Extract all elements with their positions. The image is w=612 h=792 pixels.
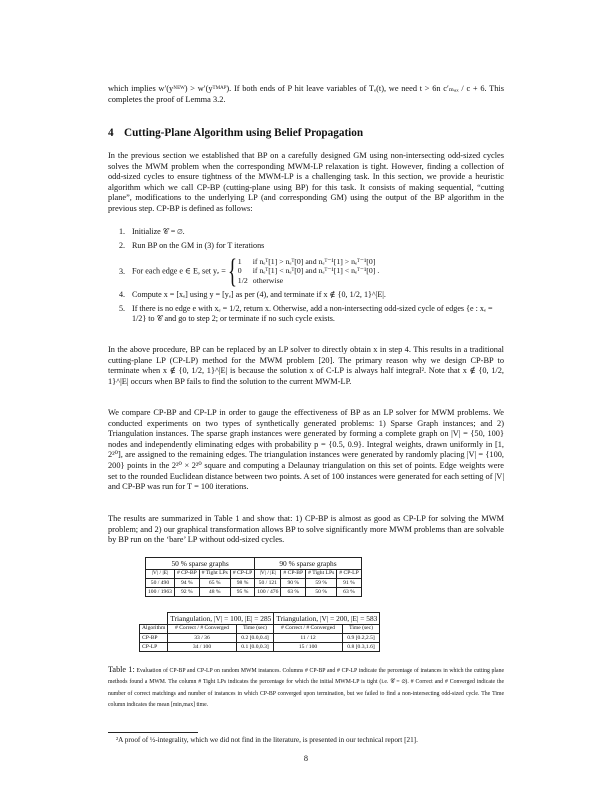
paragraph-experiments: We compare CP-BP and CP-LP in order to gauge the effectiveness of BP as an LP solver for MWM problems. We conducted experiments on two types of synthetically generated problems: 1) Sparse Graph instances; and 2) Triangulation instances. The sparse graph instances were generated by forming a complete graph on |V| = {50, 100} nodes and independently eliminating edges with probability p = {0.5, 0.9}. Integral weights, drawn uniformly in [1, 2²⁰], are assigned to the remaining edges. The triangulation instances were generated by randomly placing |V| = {100, 200} points in the 2²⁰ × 2²⁰ square and computing a Delaunay triangulation on this set of points. Edge weights were set to the rounded Euclidean distance between two points. A set of 100 instances were generated for each setting of |V| and CP-BP was run for T = 100 iterations. bbox=[108, 408, 504, 492]
table-row: CP-LP 34 / 100 0.1 [0.0,0.3] 15 / 100 0.8 [0.3,1.6] bbox=[140, 642, 380, 651]
table-row: 100 / 1963 92 % 48 % 95 % 100 / 476 63 % 50 % 63 % bbox=[146, 587, 362, 596]
results-table-sparse bbox=[145, 557, 362, 597]
intro-text: which implies w′(yᴺᴱᵂ) > w′(yᵀᴹᴬᴾ). If both ends of P hit leave variables of Tₑ(t), we need t > 6n c′ₘₐₓ / c + 6. This completes the proof of Lemma 3.2. bbox=[108, 84, 504, 104]
step-5-text: If there is no edge e with xₑ = 1/2, return x. Otherwise, add a non-intersecting odd-sized cycle of edges {e : xₑ = 1/2} to 𝒞 and go to step 2; or terminate if no such cycle exists. bbox=[132, 304, 493, 324]
table-group-header: Triangulation, |V| = 200, |E| = 583 bbox=[274, 613, 380, 625]
step-5: 5. If there is no edge e with xₑ = 1/2, return x. Otherwise, add a non-intersecting odd-sized cycle of edges {e : xₑ = 1/2} to 𝒞 and go to step 2; or terminate if no such cycle exists. bbox=[119, 304, 493, 324]
paragraph-intro-cp-bp: In the previous section we established that BP on a carefully designed GM using non-intersecting odd-sized cycles solves the MWM problem when the corresponding MWM-LP relaxation is tight. However, finding a collection of odd-sized cycles to ensure tightness of the MWM-LP is a challenging task. In this section, we provide a heuristic algorithm which we call CP-BP (cutting-plane using BP) for this task. It consists of making sequential, “cutting plane”, modifications to the underlying LP (and corresponding GM) using the output of the BP algorithm in the previous step. CP-BP is defined as follows: bbox=[108, 151, 504, 213]
section-title: Cutting-Plane Algorithm using Belief Propagation bbox=[124, 127, 364, 139]
step-2-text: Run BP on the GM in (3) for T iterations bbox=[132, 241, 265, 251]
step-4: 4. Compute x = [xₑ] using y = [yₑ] as per (4), and terminate if x ∉ {0, 1/2, 1}^|E|. bbox=[119, 289, 386, 299]
step-4-text: Compute x = [xₑ] using y = [yₑ] as per (4), and terminate if x ∉ {0, 1/2, 1}^|E|. bbox=[132, 289, 386, 299]
table-header-row: Algorithm # Correct / # Converged Time (sec) # Correct / # Converged Time (sec) bbox=[140, 624, 380, 633]
table-row: 50 / 490 94 % 65 % 98 % 50 / 121 90 % 59 % 91 % bbox=[146, 578, 362, 587]
caption-label: Table 1: bbox=[108, 665, 135, 674]
table-group-header: 90 % sparse graphs bbox=[255, 558, 361, 570]
left-brace: { bbox=[227, 252, 237, 290]
step-3-cases: { 1 if nₑᵀ[1] > nₑᵀ[0] and nₑᵀ⁻¹[1] > nₑᵀ⁻¹[0] 0 if nₑᵀ[1] < nₑᵀ[0] and nₑᵀ⁻¹[1] < nₑᵀ⁻¹[0] . 1/2 otherwise bbox=[227, 252, 380, 290]
results-table-triangulation bbox=[139, 612, 380, 652]
paragraph-results: The results are summarized in Table 1 and show that: 1) CP-BP is almost as good as CP-LP for solving the MWM problem; and 2) our graphical transformation allows BP to solve significantly more MWM problems than are solvable by BP run on the ‘bare’ LP without odd-sized cycles. bbox=[108, 514, 504, 545]
table-caption bbox=[108, 664, 504, 711]
footnote: ²A proof of ½-integrality, which we did not find in the literature, is presented in our technical report [21]. bbox=[116, 736, 418, 744]
table-group-header: Triangulation, |V| = 100, |E| = 285 bbox=[168, 613, 274, 625]
section-heading bbox=[108, 126, 363, 140]
table-row: CP-BP 33 / 36 0.2 [0.0,0.4] 11 / 12 0.9 [0.2,2.5] bbox=[140, 633, 380, 642]
intro-paragraph bbox=[108, 84, 504, 105]
step-2: 2. Run BP on the GM in (3) for T iterations bbox=[119, 241, 265, 251]
footnote-rule bbox=[108, 732, 198, 733]
table-group-header: 50 % sparse graphs bbox=[146, 558, 255, 570]
section-number: 4 bbox=[108, 127, 114, 139]
table-header-row: |V| / |E| # CP-BP # Tight LPs # CP-LP |V| / |E| # CP-BP # Tight LPs # CP-LP bbox=[146, 569, 362, 578]
step-1-text: Initialize 𝒞 = ∅. bbox=[132, 227, 185, 236]
caption-text: Evaluation of CP-BP and CP-LP on random MWM instances. Columns # CP-BP and # CP-LP indicate the percentage of instances in which the cutting plane methods found a MWM. The column # Tight LPs indicates the percentage for which the initial MWM-LP is tight (i.e. 𝒞 = ∅). # Correct and # Converged indicate the number of correct matchings and number of instances in which CP-BP converged upon termination, but we failed to find a non-intersecting odd-sized cycle. The Time column indicates the mean [min,max] time. bbox=[108, 668, 504, 708]
step-3-text: For each edge e ∈ E, set yₑ = bbox=[132, 266, 226, 276]
paragraph-cp-lp: In the above procedure, BP can be replaced by an LP solver to directly obtain x in step 4. This results in a traditional cutting-plane LP (CP-LP) method for the MWM problem [20]. The primary reason why we design CP-BP to terminate when x ∉ {0, 1/2, 1}^|E| is because the solution x of C-LP is always half integral². Note that x ∉ {0, 1/2, 1}^|E| occurs when BP fails to find the solution to the current MWM-LP. bbox=[108, 345, 504, 386]
step-3: 3. For each edge e ∈ E, set yₑ = { 1 if nₑᵀ[1] > nₑᵀ[0] and nₑᵀ⁻¹[1] > nₑᵀ⁻¹[0] 0 if nₑᵀ[1] < nₑᵀ[0] and nₑᵀ⁻¹[1] < nₑᵀ⁻¹[0] . 1/2 otherwise bbox=[108, 256, 504, 286]
step-1: 1. Initialize 𝒞 = ∅. bbox=[119, 227, 185, 236]
page-number: 8 bbox=[303, 754, 309, 763]
algorithm-steps bbox=[108, 227, 504, 329]
